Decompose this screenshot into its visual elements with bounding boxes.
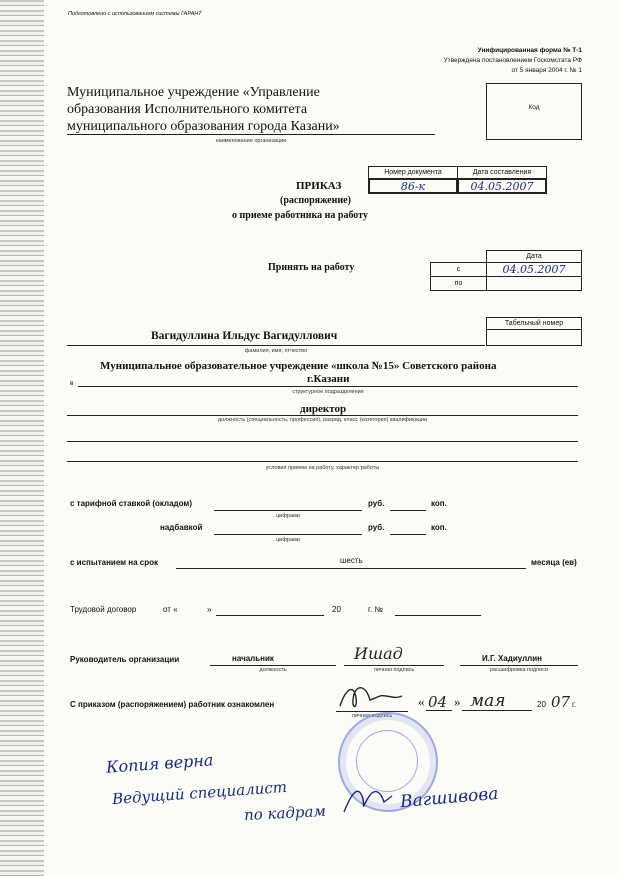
ack-year-prefix: 20 xyxy=(537,700,546,709)
bonus-kop-line xyxy=(390,534,426,535)
ack-month-line xyxy=(462,710,532,711)
conditions-caption: условия приема на работу, характер работы xyxy=(265,465,380,471)
rate-kop-line xyxy=(390,510,426,511)
department-in-label: в xyxy=(70,380,74,387)
certification-signature: Вагшивова xyxy=(399,783,500,813)
employee-signature-icon xyxy=(336,680,406,714)
ack-year: 07 xyxy=(551,693,571,711)
certification-line-2: Ведущий специалист xyxy=(111,777,288,809)
head-position: начальник xyxy=(232,654,274,663)
department-underline xyxy=(78,386,578,387)
contract-close: » xyxy=(207,605,212,614)
organization-name xyxy=(67,84,340,135)
contract-from: от « xyxy=(163,605,178,614)
doc-date-value: 04.05.2007 xyxy=(457,178,547,194)
doc-date-header: Дата составления xyxy=(457,166,547,179)
form-approved: Утверждена постановлением Госкомстата РФ xyxy=(443,57,582,64)
rate-kop: коп. xyxy=(431,499,447,508)
head-label: Руководитель организации xyxy=(70,655,180,664)
employee-name-underline xyxy=(67,345,485,346)
employee-name-caption: фамилия, имя, отчество xyxy=(244,348,308,354)
ack-year-suffix: г. xyxy=(572,700,577,709)
conditions-line-1 xyxy=(67,441,578,442)
department-line-1: Муниципальное образовательное учреждение «школа №15» Советского района xyxy=(100,360,497,372)
position-underline xyxy=(67,415,578,416)
department-line-2: г.Казани xyxy=(307,373,350,385)
organization-caption: наименование организации xyxy=(215,138,287,144)
probation-line xyxy=(176,568,526,569)
bonus-kop: коп. xyxy=(431,523,447,532)
bonus-digits-caption: цифрами xyxy=(276,537,300,543)
hire-to-label: по xyxy=(430,276,487,291)
contract-label: Трудовой договор xyxy=(70,605,137,614)
ack-day-line xyxy=(426,710,452,711)
organization-underline xyxy=(67,134,435,135)
bonus-rub: руб. xyxy=(368,523,385,532)
head-position-line xyxy=(210,665,336,666)
head-name: И.Г. Хадиуллин xyxy=(482,654,542,663)
ack-day: 04 xyxy=(428,693,448,711)
organization-line-1: Муниципальное учреждение «Управление xyxy=(67,85,320,100)
code-label: Код xyxy=(528,104,540,111)
contract-number-line xyxy=(395,615,481,616)
scan-edge xyxy=(0,0,44,876)
tab-number-value xyxy=(486,329,582,346)
order-subtitle: (распоряжение) xyxy=(280,195,351,206)
head-name-caption: расшифровка подписи xyxy=(489,667,549,673)
tab-number-header: Табельный номер xyxy=(486,317,582,330)
contract-year-suffix: г. № xyxy=(368,605,383,614)
form-date: от 5 января 2004 г. № 1 xyxy=(511,67,582,74)
rate-rub: руб. xyxy=(368,499,385,508)
certifier-signature-icon xyxy=(340,782,396,818)
hire-to-value xyxy=(486,276,582,291)
head-name-line xyxy=(460,665,578,666)
hire-label: Принять на работу xyxy=(268,262,355,273)
hire-from-value: 04.05.2007 xyxy=(486,262,582,277)
garant-note: Подготовлено с использованием системы ГАРАНТ xyxy=(68,11,202,17)
rate-label: с тарифной ставкой (окладом) xyxy=(70,499,192,508)
position-caption: должность (специальность, профессия), разряд, класс (категория) квалификации xyxy=(217,417,428,423)
bonus-digits-line xyxy=(214,534,362,535)
ack-signature-caption: личная подпись xyxy=(351,713,393,719)
head-signature-caption: личная подпись xyxy=(373,667,415,673)
employee-name: Вагидуллина Ильдус Вагидуллович xyxy=(151,330,338,342)
ack-signature-line xyxy=(336,711,408,712)
contract-year: 20 xyxy=(332,605,341,614)
certification-line-3: по кадрам xyxy=(243,801,327,825)
ack-quote-open: « xyxy=(418,694,425,709)
form-title: Унифицированная форма № Т-1 xyxy=(477,47,582,54)
hire-from-label: с xyxy=(430,262,487,277)
order-topic: о приеме работника на работу xyxy=(232,210,368,221)
doc-number-header: Номер документа xyxy=(368,166,458,179)
probation-label: с испытанием на срок xyxy=(70,558,159,567)
head-signature: Ишад xyxy=(354,644,403,663)
probation-unit: месяца (ев) xyxy=(531,558,577,567)
rate-digits-line xyxy=(214,510,362,511)
order-title: ПРИКАЗ xyxy=(296,180,342,192)
ack-quote-close: » xyxy=(454,694,461,709)
doc-number-value: 86-к xyxy=(368,178,458,194)
conditions-line-2 xyxy=(67,461,578,462)
certification-line-1: Копия верна xyxy=(105,750,214,777)
code-box xyxy=(486,83,582,140)
organization-line-3: муниципального образования города Казани» xyxy=(67,119,340,134)
bonus-label: надбавкой xyxy=(160,523,203,532)
rate-digits-caption: цифрами xyxy=(276,513,300,519)
position-value: директор xyxy=(300,403,347,415)
head-position-caption: должность xyxy=(259,667,287,673)
ack-label: С приказом (распоряжением) работник ознакомлен xyxy=(70,700,275,709)
probation-value: шесть xyxy=(340,556,363,565)
hire-date-header: Дата xyxy=(486,250,582,263)
organization-line-2: образования Исполнительного комитета xyxy=(67,102,308,117)
department-caption: структурное подразделение xyxy=(292,389,364,395)
head-signature-line xyxy=(344,665,444,666)
contract-month-line xyxy=(216,615,324,616)
ack-month: мая xyxy=(470,691,506,711)
